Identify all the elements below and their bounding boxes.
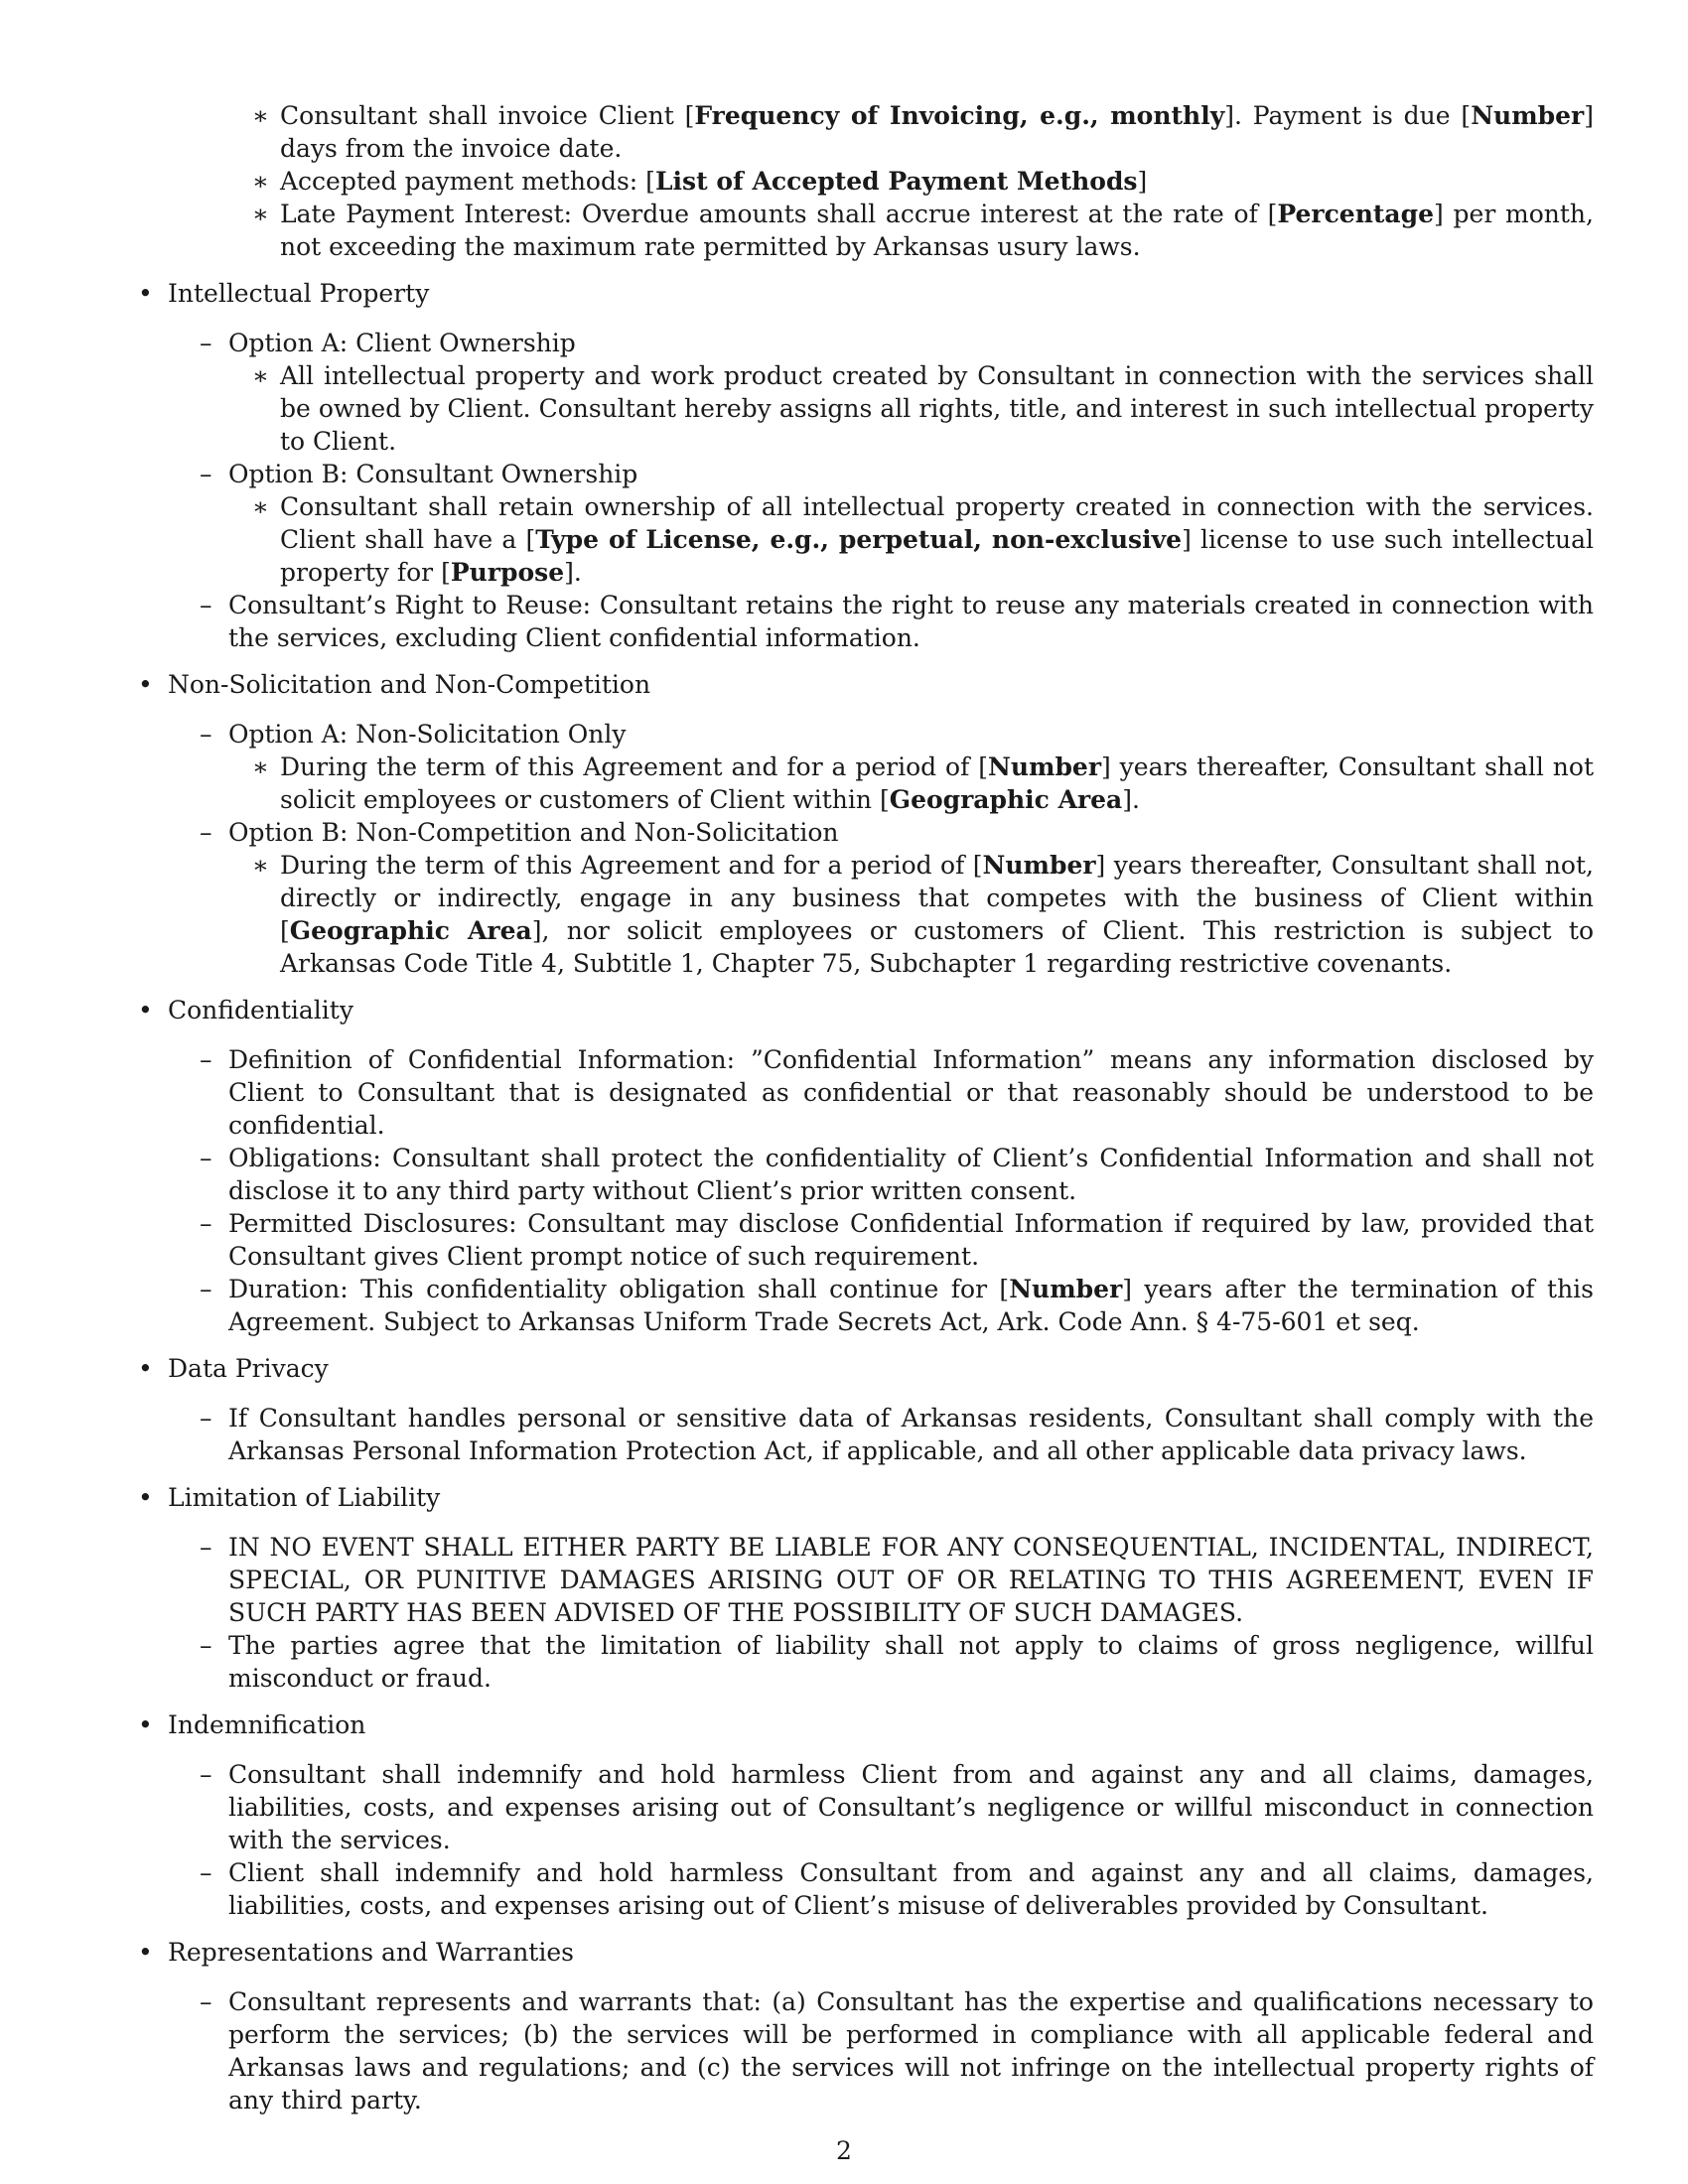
placeholder-field: Number xyxy=(982,851,1096,880)
section-title: • Intellectual Property xyxy=(168,279,430,308)
clause xyxy=(228,816,1594,980)
payment-terms-continuation xyxy=(134,99,1594,263)
clause-text: – Client shall indemnify and hold harmless Consultant from and against any and all claims, damages, liabilities, costs, and expenses arising out of Client’s misuse of deliverables provided by Consultant. xyxy=(228,1858,1594,1920)
clause-list xyxy=(228,1043,1594,1338)
sub-clause-list xyxy=(280,751,1594,816)
clause-list xyxy=(228,1985,1594,2116)
section-data-privacy xyxy=(134,1352,1594,1467)
placeholder-field: Frequency of Invoicing, e.g., monthly xyxy=(694,101,1225,130)
placeholder-field: Type of License, e.g., perpetual, non-exclusive xyxy=(535,525,1183,554)
placeholder-field: Number xyxy=(987,752,1102,781)
page-number: 2 xyxy=(836,2136,852,2165)
section-confidentiality xyxy=(134,994,1594,1338)
clause xyxy=(228,1043,1594,1142)
clause-list xyxy=(228,1402,1594,1467)
section-title: • Representations and Warranties xyxy=(168,1938,574,1967)
section-title: • Limitation of Liability xyxy=(168,1483,441,1512)
clause-text: – Permitted Disclosures: Consultant may disclose Confidential Information if required by law, provided that Consultant gives Client prompt notice of such requirement. xyxy=(228,1209,1594,1271)
clause-text: – Consultant shall indemnify and hold harmless Client from and against any and all claims, damages, liabilities, costs, and expenses arising out of Consultant’s negligence or willful misconduct in connection with the services. xyxy=(228,1760,1594,1854)
clause-text: – Option A: Non-Solicitation Only xyxy=(228,720,627,749)
clause-list xyxy=(228,327,1594,654)
section-non-solicitation-and-non-competition xyxy=(134,668,1594,980)
clause-text: – Duration: This confidentiality obligation shall continue for [Number] years after the termination of this Agreement. Subject to Arkansas Uniform Trade Secrets Act, Ark. Code Ann. § 4-75-601 et seq. xyxy=(228,1275,1595,1336)
clause-list xyxy=(228,718,1594,980)
placeholder-field: List of Accepted Payment Methods xyxy=(654,167,1138,196)
clause-text: – Option B: Non-Competition and Non-Solicitation xyxy=(228,818,839,847)
section-title: • Confidentiality xyxy=(168,996,353,1024)
section-indemnification xyxy=(134,1708,1594,1922)
sub-clause-text: ∗ During the term of this Agreement and for a period of [Number] years thereafter, Consultant shall not solicit employees or customers of Client within [Geographic Area]. xyxy=(280,752,1594,814)
sub-clause-list xyxy=(280,99,1594,263)
clause xyxy=(228,1985,1594,2116)
clause xyxy=(228,1142,1594,1207)
clause-text: – Obligations: Consultant shall protect the confidentiality of Client’s Confidential Information and shall not disclose it to any third party without Client’s prior written consent. xyxy=(228,1144,1594,1205)
sub-clause xyxy=(280,198,1594,263)
sub-clause-text: ∗ Late Payment Interest: Overdue amounts shall accrue interest at the rate of [Percentage] per month, not exceeding the maximum rate permitted by Arkansas usury laws. xyxy=(280,200,1594,261)
clause xyxy=(228,1273,1594,1338)
clause-text: – Consultant’s Right to Reuse: Consultant retains the right to reuse any materials created in connection with the services, excluding Client confidential information. xyxy=(228,591,1594,652)
placeholder-field: Number xyxy=(1471,101,1585,130)
section-intellectual-property xyxy=(134,277,1594,654)
clause-text: – Definition of Confidential Information: ”Confidential Information” means any information disclosed by Client to Consultant that is designated as confidential or that reasonably should be understood to be confidential. xyxy=(228,1045,1594,1140)
clause-list xyxy=(228,1758,1594,1922)
clause-text: – The parties agree that the limitation of liability shall not apply to claims of gross negligence, willful misconduct or fraud. xyxy=(228,1631,1594,1693)
clause xyxy=(228,1402,1594,1467)
sub-clause-list xyxy=(280,359,1594,458)
clause-text: – Consultant represents and warrants that: (a) Consultant has the expertise and qualifications necessary to perform the services; (b) the services will be performed in compliance with all applicable federal and Arkansas laws and regulations; and (c) the services will not infringe on the intellectual property rights of any third party. xyxy=(228,1987,1594,2115)
continuation-item xyxy=(228,99,1594,263)
clause-text: – Option A: Client Ownership xyxy=(228,329,576,357)
sub-clause-text: ∗ Consultant shall retain ownership of all intellectual property created in connection with the services. Client shall have a [Type of License, e.g., perpetual, non-exclusive] license to use such intellectual property for [Purpose]. xyxy=(280,492,1594,587)
clause xyxy=(228,327,1594,458)
clause xyxy=(228,589,1594,654)
clause xyxy=(228,1531,1594,1629)
sub-clause xyxy=(280,165,1594,198)
clause-text: – IN NO EVENT SHALL EITHER PARTY BE LIABLE FOR ANY CONSEQUENTIAL, INCIDENTAL, INDIRECT, SPECIAL, OR PUNITIVE DAMAGES ARISING OUT OF OR RELATING TO THIS AGREEMENT, EVEN IF SUCH PARTY HAS BEEN ADVISED OF THE POSSIBILITY OF SUCH DAMAGES. xyxy=(228,1533,1594,1627)
section-title: • Non-Solicitation and Non-Competition xyxy=(168,670,651,699)
sub-clause-text: ∗ Consultant shall invoice Client [Frequency of Invoicing, e.g., monthly]. Payment is due [Number] days from the invoice date. xyxy=(280,101,1594,163)
section-title: • Indemnification xyxy=(168,1710,366,1739)
clause xyxy=(228,1629,1594,1695)
sub-clause-text: ∗ All intellectual property and work product created by Consultant in connection with the services shall be owned by Client. Consultant hereby assigns all rights, title, and interest in such intellectual property to Client. xyxy=(280,361,1594,456)
placeholder-field: Geographic Area xyxy=(289,916,532,945)
placeholder-field: Geographic Area xyxy=(889,785,1123,814)
sub-clause-text: ∗ During the term of this Agreement and for a period of [Number] years thereafter, Consultant shall not, directly or indirectly, engage in any business that competes with the business of Client within [Geographic Area], nor solicit employees or customers of Client. This restriction is subject to Arkansas Code Title 4, Subtitle 1, Chapter 75, Subchapter 1 regarding restrictive covenants. xyxy=(280,851,1594,978)
clause xyxy=(228,1856,1594,1922)
clause-text: – If Consultant handles personal or sensitive data of Arkansas residents, Consultant shall comply with the Arkansas Personal Information Protection Act, if applicable, and all other applicable data privacy laws. xyxy=(228,1404,1594,1465)
sub-clause xyxy=(280,849,1594,980)
section-limitation-of-liability xyxy=(134,1481,1594,1695)
placeholder-field: Number xyxy=(1009,1275,1123,1303)
clause xyxy=(228,718,1594,816)
placeholder-field: Purpose xyxy=(450,558,565,587)
clause-list xyxy=(134,99,1594,2116)
sub-clause xyxy=(280,490,1594,589)
document-body xyxy=(134,99,1594,2130)
section-representations-and-warranties xyxy=(134,1936,1594,2116)
clause-text: – Option B: Consultant Ownership xyxy=(228,460,638,488)
placeholder-field: Percentage xyxy=(1277,200,1435,228)
clause xyxy=(228,1758,1594,1856)
sub-clause-list xyxy=(280,849,1594,980)
section-title: • Data Privacy xyxy=(168,1354,329,1383)
sub-clause xyxy=(280,99,1594,165)
sub-clause xyxy=(280,359,1594,458)
continuation-wrapper xyxy=(228,99,1594,263)
clause xyxy=(228,1207,1594,1273)
sub-clause xyxy=(280,751,1594,816)
clause-list xyxy=(228,1531,1594,1695)
clause xyxy=(228,458,1594,589)
sub-clause-text: ∗ Accepted payment methods: [List of Accepted Payment Methods] xyxy=(280,167,1148,196)
sub-clause-list xyxy=(280,490,1594,589)
